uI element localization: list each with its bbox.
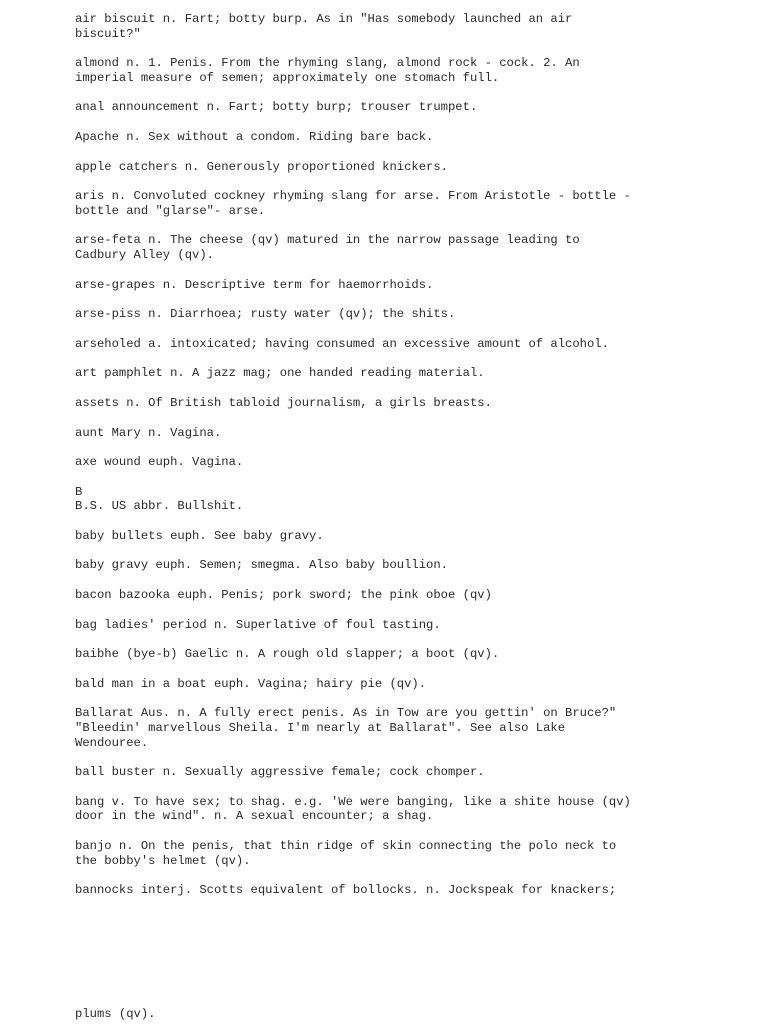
entry-banjo: banjo n. On the penis, that thin ridge of skin connecting the polo neck to the bobby's helmet (qv). bbox=[75, 839, 617, 868]
entry-baibhe: baibhe (bye-b) Gaelic n. A rough old slapper; a boot (qv). bbox=[75, 647, 500, 662]
entry-aris: aris n. Convoluted cockney rhyming slang for arse. From Aristotle - bottle - bottle and "glarse"- arse. bbox=[75, 189, 631, 218]
entry-arse-piss: arse-piss n. Diarrhoea; rusty water (qv); the shits. bbox=[75, 307, 456, 322]
entry-art-pamphlet: art pamphlet n. A jazz mag; one handed reading material. bbox=[75, 366, 485, 381]
entry-aunt-mary: aunt Mary n. Vagina. bbox=[75, 425, 222, 440]
entry-ballarat: Ballarat Aus. n. A fully erect penis. As in Tow are you gettin' on Bruce?" "Bleedin' marvellous Sheila. I'm nearly at Ballarat". See also Lake Wendouree. bbox=[75, 706, 617, 750]
dictionary-page bbox=[75, 12, 735, 913]
entry-bacon-bazooka: bacon bazooka euph. Penis; pork sword; the pink oboe (qv) bbox=[75, 588, 492, 603]
entry-bag-ladies-period: bag ladies' period n. Superlative of foul tasting. bbox=[75, 617, 441, 632]
trailing-continuation: plums (qv). bbox=[75, 1007, 156, 1021]
entry-apache: Apache n. Sex without a condom. Riding bare back. bbox=[75, 129, 434, 144]
entry-anal-announcement: anal announcement n. Fart; botty burp; trouser trumpet. bbox=[75, 100, 478, 115]
entry-almond: almond n. 1. Penis. From the rhyming slang, almond rock - cock. 2. An imperial measure of semen; approximately one stomach full. bbox=[75, 56, 580, 85]
entry-axe-wound: axe wound euph. Vagina. bbox=[75, 455, 244, 470]
entry-bs: B.S. US abbr. Bullshit. bbox=[75, 499, 244, 514]
entry-apple-catchers: apple catchers n. Generously proportioned knickers. bbox=[75, 159, 448, 174]
entry-baby-bullets: baby bullets euph. See baby gravy. bbox=[75, 528, 324, 543]
section-letter-b: B bbox=[75, 484, 83, 499]
entry-air-biscuit: air biscuit n. Fart; botty burp. As in "Has somebody launched an air biscuit?" bbox=[75, 12, 573, 41]
entry-arse-feta: arse-feta n. The cheese (qv) matured in the narrow passage leading to Cadbury Alley (qv). bbox=[75, 233, 580, 262]
entry-bannocks: bannocks interj. Scotts equivalent of bollocks. n. Jockspeak for knackers; bbox=[75, 883, 617, 898]
entry-baby-gravy: baby gravy euph. Semen; smegma. Also baby boullion. bbox=[75, 558, 448, 573]
entry-ball-buster: ball buster n. Sexually aggressive female; cock chomper. bbox=[75, 765, 485, 780]
entry-bang: bang v. To have sex; to shag. e.g. 'We were banging, like a shite house (qv) door in the wind". n. A sexual encounter; a shag. bbox=[75, 794, 631, 824]
entry-assets: assets n. Of British tabloid journalism, a girls breasts. bbox=[75, 395, 492, 410]
entry-arse-grapes: arse-grapes n. Descriptive term for haemorrhoids. bbox=[75, 277, 434, 292]
entry-bald-man-in-a-boat: bald man in a boat euph. Vagina; hairy pie (qv). bbox=[75, 676, 427, 691]
entry-arseholed: arseholed a. intoxicated; having consumed an excessive amount of alcohol. bbox=[75, 336, 609, 351]
